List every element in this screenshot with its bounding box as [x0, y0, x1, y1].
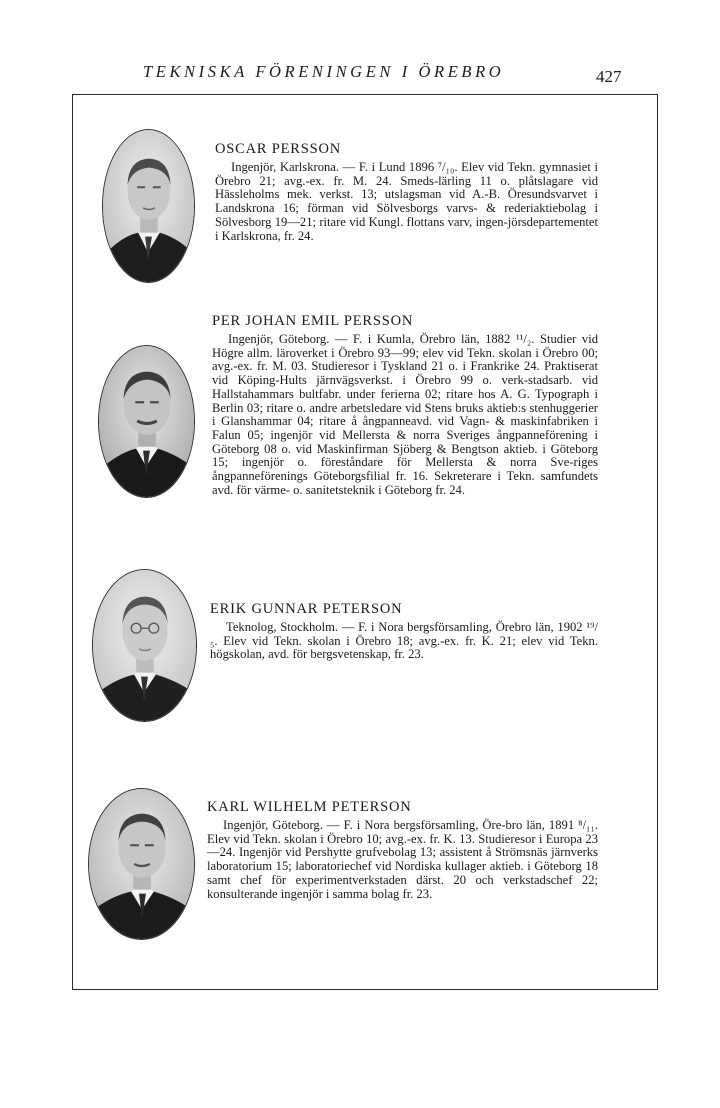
- person-name: ERIK GUNNAR PETERSON: [210, 601, 403, 617]
- portrait-photo: [88, 788, 195, 940]
- person-name: KARL WILHELM PETERSON: [207, 799, 412, 815]
- biography-text: Teknolog, Stockholm. — F. i Nora bergsförsamling, Örebro län, 1902 ¹⁹/₅. Elev vid Tekn. skolan i Örebro 18; avg.-ex. fr. K. 21; elev vid Tekn. högskolan, avd. för bergsvetenskap, fr. 23.: [210, 620, 598, 662]
- portrait-photo: [102, 129, 195, 283]
- running-title: TEKNISKA FÖRENINGEN I ÖREBRO: [143, 62, 505, 81]
- portrait-photo: [98, 345, 195, 498]
- biography-text: Ingenjör, Göteborg. — F. i Kumla, Örebro län, 1882 ¹¹/₂. Studier vid Högre allm. läroverket i Örebro 93—99; elev vid Tekn. skolan i Örebro 00; avg.-ex. fr. M. 03. Studieresor i Tyskland 21 o. i Frankrike 24. Praktiserat vid Köping-Hults järnvägsverkst. i Örebro 99 o. verk-stadsarb. vid Hallstahammars bultfabr. under ferierna 02; ritare hos A. G. Typograph i Berlin 03; ritare o. andre arbetsledare vid Stens bruks aktieb:s stenhuggerier i Glanshammar 04; ritare å ångpanneavd. vid Vagn- & maskinfabriken i Falun 05; ingenjör vid Mellersta & norra Sveriges ångpanneförening i Göteborg 08 o. vid Maskinfirman Sjöberg & Bengtson aktieb. i Göteborg 15; ingenjör o. föreståndare för Mellersta & norra Sve-riges ångpanneförenings Göteborgsfilial fr. 16. Sekreterare i Tekn. samfundets avd. för värme- o. sanitetsteknik i Göteborg fr. 24.: [212, 332, 598, 497]
- person-name: PER JOHAN EMIL PERSSON: [212, 313, 414, 329]
- portrait-photo: [92, 569, 197, 722]
- biography-text: Ingenjör, Karlskrona. — F. i Lund 1896 ⁷/₁₀. Elev vid Tekn. gymnasiet i Örebro 21; avg.-ex. fr. M. 24. Smeds-lärling 11 o. plåtslagare vid Hässleholms mek. verkst. 13; utslagsman vid A.-B. Öresundsvarvet i Landskrona 16; förman vid Sölvesborgs varvs- & rederiaktiebolag i Sölvesborg 19—21; ritare vid Kungl. flottans varv, ingen-jörsdepartementet i Karlskrona, fr. 24.: [215, 160, 598, 243]
- page-number: 427: [596, 67, 622, 86]
- running-head: [0, 62, 720, 86]
- person-name: OSCAR PERSSON: [215, 141, 342, 157]
- biography-text: Ingenjör, Göteborg. — F. i Nora bergsförsamling, Öre-bro län, 1891 ⁸/₁₁. Elev vid Tekn. skolan i Örebro 10; avg.-ex. fr. K. 13. Studieresor i Europa 23—24. Ingenjör vid Pershytte grufvebolag 13; assistent å Strömsnäs järnverks laboratorium 15; laboratoriechef vid Nordiska kullager aktieb. i Göteborg 18 samt chef för experimentverkstaden därst. 20 och verkstadschef 22; konsulterande ingenjör i samma bolag fr. 23.: [207, 818, 598, 901]
